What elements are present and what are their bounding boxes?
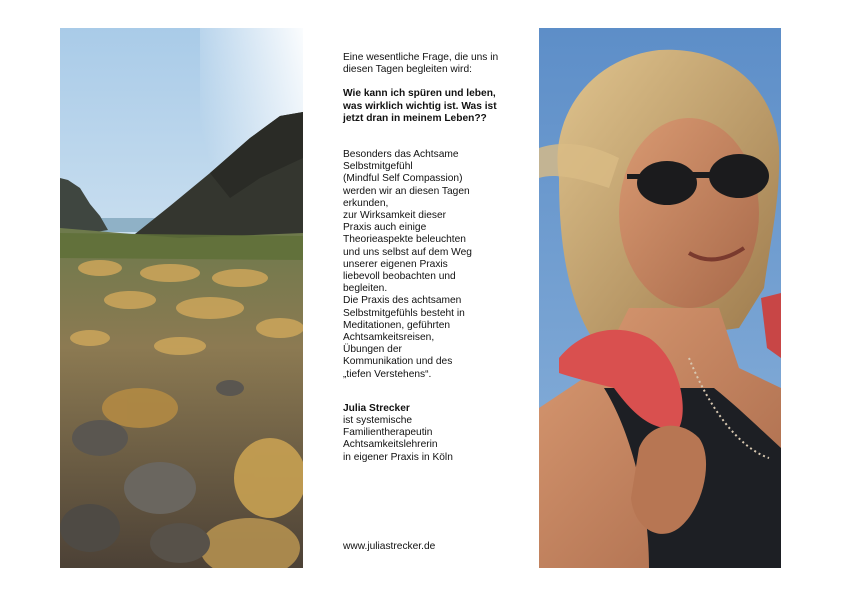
portrait-illustration [539, 28, 781, 568]
intro-text: Eine wesentliche Frage, die uns in diesen Tagen begleiten wird: [343, 52, 499, 76]
bio-description: ist systemische Familientherapeutin Achtsamkeitslehrerin in eigener Praxis in Köln [343, 415, 453, 463]
landscape-illustration [60, 28, 303, 568]
landscape-photo [60, 28, 303, 568]
portrait-photo [539, 28, 781, 568]
bio-name: Julia Strecker [343, 402, 410, 414]
website-link[interactable]: www.juliastrecker.de [343, 541, 436, 552]
key-question: Wie kann ich spüren und leben, was wirklich wichtig ist. Was ist jetzt dran in meinem Leben?? [343, 88, 497, 124]
body-text: Besonders das Achtsame Selbstmitgefühl (Mindful Self Compassion) werden wir an diesen Tagen erkunden, zur Wirksamkeit dieser Praxis auch einige Theorieaspekte beleuchten und uns selbst auf dem Weg unserer eigenen Praxis liebevoll beobachten und begleiten. Die Praxis des achtsamen Selbstmitgefühls besteht in Meditationen, geführten Achtsamkeitsreisen, Übungen der Kommunikation und des „tiefen Verstehens“. [343, 149, 472, 380]
bio-block [343, 403, 508, 464]
text-column [343, 52, 508, 464]
